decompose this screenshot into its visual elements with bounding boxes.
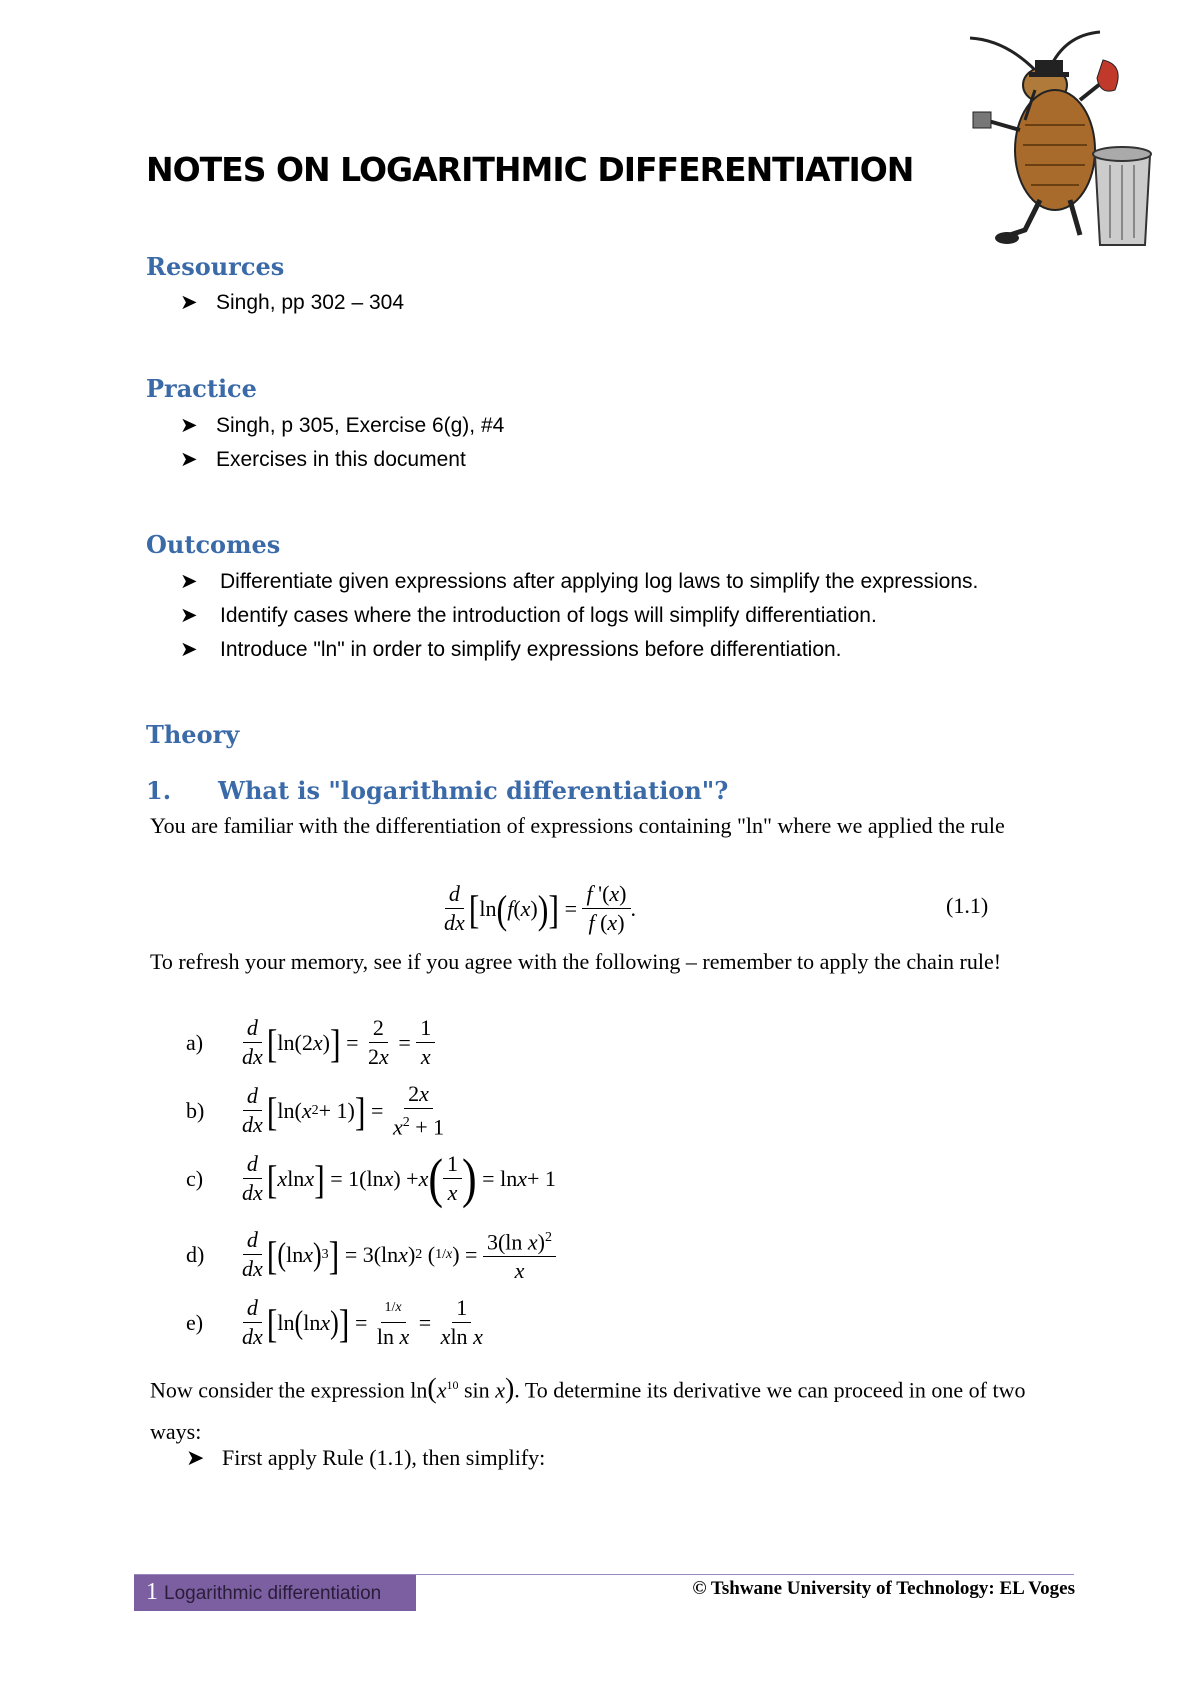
arrow-bullet-icon: ➤ — [180, 603, 198, 627]
arrow-bullet-icon: ➤ — [180, 637, 198, 661]
consider-paragraph: Now consider the expression $\ln(x^{10}$ sin x). To determine its derivative we can proceed in one of two ways: — [150, 1373, 1026, 1445]
footer-left — [146, 1579, 381, 1606]
example-label: b) — [186, 1097, 205, 1123]
example-e: e) $\frac{d}{dx}$ [ ln ( ln x ) ] = $\frac{1/x}{\text{ln x}}$ = $\frac{1}{\text{xln x}}$ — [186, 1295, 483, 1349]
page-number: 1 — [146, 1579, 158, 1605]
outcomes-item: ➤ Differentiate given expressions after applying log laws to simplify the expressions. — [180, 569, 979, 593]
example-d: d) $\frac{d}{dx}$ [ ( ln x ) 3 ] = 3(ln x ) 2 ( 1/x ) = $\frac{3(\ln x)^2}{x}$ — [186, 1224, 556, 1285]
example-c: c) $\frac{d}{dx}$ [ x ln x ] = 1(ln x ) + x ( $\frac{1}{x}$ ) = ln x + 1 — [186, 1147, 556, 1209]
practice-heading: Practice — [146, 374, 257, 403]
practice-item: ➤ Exercises in this document — [180, 447, 466, 471]
footer-copyright: © Tshwane University of Technology: EL Voges — [692, 1578, 1075, 1599]
example-label: d) — [186, 1241, 205, 1267]
page-title: NOTES ON LOGARITHMIC DIFFERENTIATION — [146, 150, 914, 189]
equation-label: (1.1) — [946, 893, 989, 918]
method-bullet: ➤ First apply Rule (1.1), then simplify: — [186, 1442, 545, 1475]
theory-heading: Theory — [146, 720, 240, 749]
example-b: b) $\frac{d}{dx}$ [ ln( x 2 + 1) ] = $\frac{2x}{x^2 + 1}$ — [186, 1081, 445, 1140]
arrow-bullet-icon: ➤ — [180, 290, 198, 314]
section-heading — [146, 776, 728, 805]
arrow-bullet-icon: ➤ — [186, 1446, 205, 1471]
arrow-bullet-icon: ➤ — [180, 569, 198, 593]
resources-item: ➤ Singh, pp 302 – 304 — [180, 290, 404, 314]
example-label: e) — [186, 1309, 204, 1335]
arrow-bullet-icon: ➤ — [180, 413, 198, 437]
section-title: What is "logarithmic differentiation"? — [218, 776, 729, 805]
equation-1-1: $\frac{d}{dx}$ [ ln ( f ( x ) ) ] = $\frac{f '(x)}{f (x)}$ . — [444, 881, 636, 935]
footer-doc-title: Logarithmic differentiation — [164, 1583, 382, 1604]
intro-paragraph: You are familiar with the differentiation of expressions containing "ln" where we applied the rule — [150, 813, 1005, 838]
example-label: c) — [186, 1165, 204, 1191]
outcomes-item: ➤ Identify cases where the introduction of logs will simplify differentiation. — [180, 603, 877, 627]
outcomes-item: ➤ Introduce "ln" in order to simplify expressions before differentiation. — [180, 637, 842, 661]
cockroach-mascot-illustration — [965, 30, 1160, 255]
example-a: a) $\frac{d}{dx}$ [ ln(2 x ) ] = $\frac{2}{2x}$ = $\frac{1}{x}$ — [186, 1014, 435, 1071]
section-number: 1. — [146, 776, 172, 805]
outcomes-heading: Outcomes — [146, 530, 281, 559]
practice-item: ➤ Singh, p 305, Exercise 6(g), #4 — [180, 413, 505, 437]
arrow-bullet-icon: ➤ — [180, 447, 198, 471]
refresh-paragraph: To refresh your memory, see if you agree with the following – remember to apply the chain rule! — [150, 949, 1002, 974]
example-label: a) — [186, 1029, 204, 1055]
resources-heading: Resources — [146, 252, 285, 281]
